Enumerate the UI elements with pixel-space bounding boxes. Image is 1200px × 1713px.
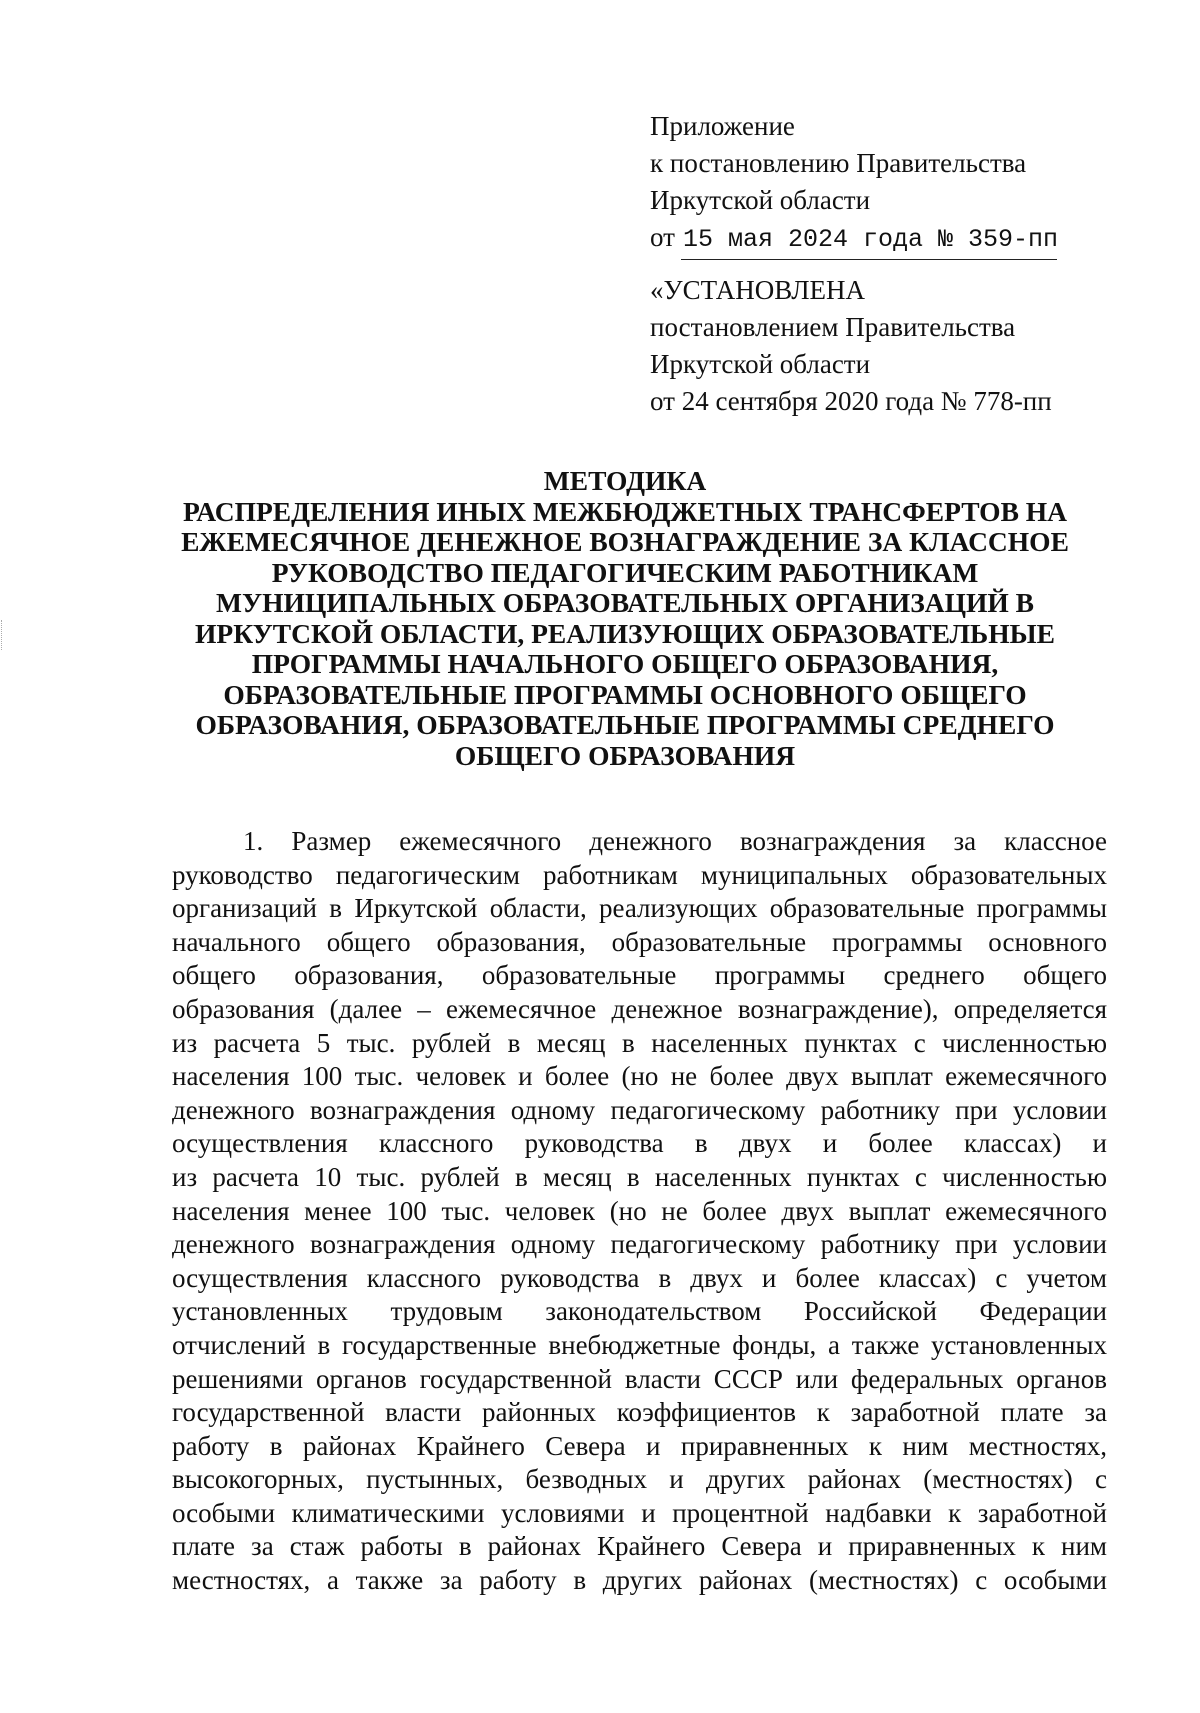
appendix-resolution-ref: к постановлению Правительства: [650, 148, 1027, 178]
approved-header: [650, 272, 1130, 420]
body-line: особыми климатическими условиями и процентной надбавки к заработной: [172, 1497, 1107, 1528]
body-line: денежного вознаграждения одному педагогическому работнику при условии: [172, 1229, 1107, 1260]
body-line: начального общего образования, образовательные программы основного: [172, 926, 1107, 957]
title-line: МЕТОДИКА: [543, 465, 707, 496]
appendix-region: Иркутской области: [650, 185, 871, 215]
body-line: отчислений в государственные внебюджетные фонды, а также установленных: [172, 1329, 1107, 1360]
body-line: из расчета 10 тыс. рублей в месяц в населенных пунктах с численностью: [172, 1161, 1107, 1192]
body-line: государственной власти районных коэффициентов к заработной плате за: [172, 1397, 1107, 1428]
scan-edge-mark: [1, 620, 4, 650]
body-line: общего образования, образовательные программы среднего общего: [172, 960, 1107, 991]
appendix-date-prefix: от: [650, 222, 675, 252]
body-line: организаций в Иркутской области, реализующих образовательные программы: [172, 893, 1107, 924]
body-line: осуществления классного руководства в двух и более классах) с учетом: [172, 1262, 1107, 1293]
body-line: населения менее 100 тыс. человек (но не более двух выплат ежемесячного: [172, 1195, 1107, 1226]
title-line: ОБЩЕГО ОБРАЗОВАНИЯ: [454, 739, 796, 771]
title-line: ИРКУТСКОЙ ОБЛАСТИ, РЕАЛИЗУЮЩИХ ОБРАЗОВАТЕЛЬНЫЕ: [195, 617, 1055, 649]
approved-title: «УСТАНОВЛЕНА: [650, 275, 866, 305]
document-title: [160, 466, 1090, 771]
body-line: плате за стаж работы в районах Крайнего Севера и приравненных к ним: [172, 1531, 1107, 1562]
body-line: денежного вознаграждения одному педагогическому работнику при условии: [172, 1094, 1107, 1125]
appendix-header: [650, 108, 1120, 260]
body-line: руководство педагогическим работникам муниципальных образовательных: [172, 859, 1107, 890]
title-line: ЕЖЕМЕСЯЧНОЕ ДЕНЕЖНОЕ ВОЗНАГРАЖДЕНИЕ ЗА КЛАССНОЕ: [181, 526, 1069, 557]
title-line: МУНИЦИПАЛЬНЫХ ОБРАЗОВАТЕЛЬНЫХ ОРГАНИЗАЦИЙ В: [216, 587, 1034, 618]
body-line: работу в районах Крайнего Севера и приравненных к ним местностях,: [172, 1430, 1107, 1461]
body-line: образования (далее – ежемесячное денежное вознаграждение), определяется: [172, 993, 1107, 1024]
body-line: населения 100 тыс. человек и более (но не более двух выплат ежемесячного: [172, 1061, 1107, 1092]
title-line: РАСПРЕДЕЛЕНИЯ ИНЫХ МЕЖБЮДЖЕТНЫХ ТРАНСФЕРТОВ НА: [182, 495, 1068, 527]
approved-region: Иркутской области: [650, 349, 871, 379]
body-line: решениями органов государственной власти СССР или федеральных органов: [172, 1363, 1107, 1394]
title-line: ПРОГРАММЫ НАЧАЛЬНОГО ОБЩЕГО ОБРАЗОВАНИЯ,: [251, 648, 999, 679]
body-line: 1. Размер ежемесячного денежного вознаграждения за классное: [243, 826, 1107, 856]
approved-date: от 24 сентября 2020 года № 778-пп: [650, 386, 1052, 416]
body-line: высокогорных, пустынных, безводных и других районах (местностях) с: [172, 1464, 1107, 1495]
body-line: осуществления классного руководства в двух и более классах) и: [172, 1128, 1107, 1159]
body-line: установленных трудовым законодательством Российской Федерации: [172, 1296, 1107, 1327]
title-line: ОБРАЗОВАНИЯ, ОБРАЗОВАТЕЛЬНЫЕ ПРОГРАММЫ СРЕДНЕГО: [195, 709, 1055, 740]
appendix-date-value: 15 мая 2024 года № 359-пп: [681, 221, 1057, 260]
title-line: РУКОВОДСТВО ПЕДАГОГИЧЕСКИМ РАБОТНИКАМ: [271, 556, 979, 588]
body-line: местностях, а также за работу в других районах (местностях) с особыми: [172, 1565, 1107, 1596]
title-line: ОБРАЗОВАТЕЛЬНЫЕ ПРОГРАММЫ ОСНОВНОГО ОБЩЕГО: [223, 678, 1027, 710]
approved-resolution-ref: постановлением Правительства: [650, 312, 1016, 342]
appendix-title: Приложение: [650, 111, 795, 141]
body-paragraph: [172, 825, 1107, 1598]
appendix-date-line: [650, 219, 1120, 260]
body-line: из расчета 5 тыс. рублей в месяц в населенных пунктах с численностью: [172, 1027, 1107, 1058]
